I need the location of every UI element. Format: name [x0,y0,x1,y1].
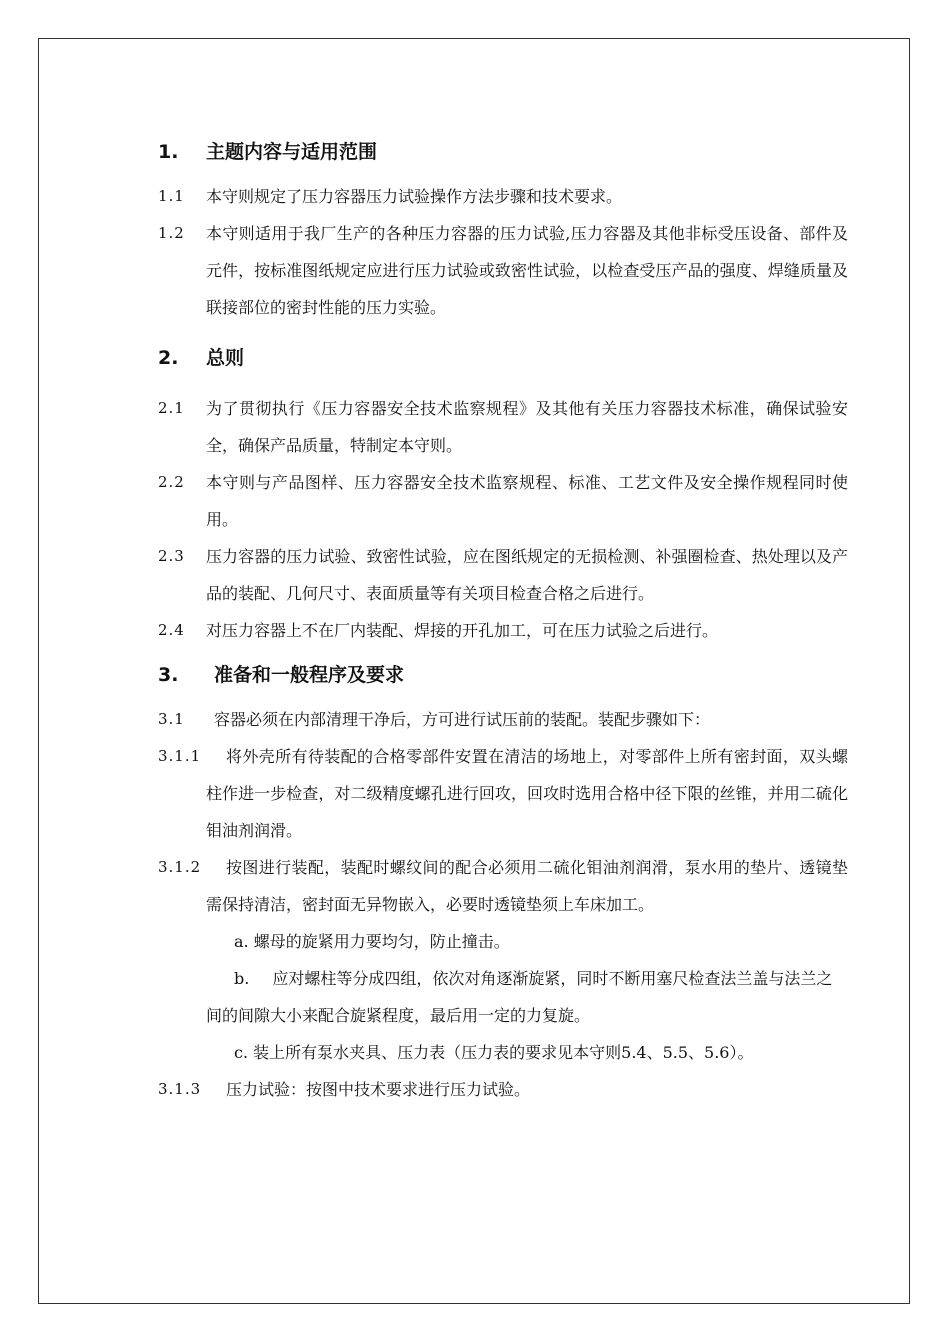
clause-number: 2.3 [158,547,185,565]
clause-text: 将外壳所有待装配的合格零部件安置在清洁的场地上，对零部件上所有密封面，双头螺柱作进一步检查，对二级精度螺孔进行回攻，回攻时选用合格中径下限的丝锥，并用二硫化钼油剂润滑。 [206,747,848,840]
clause-number: 2.1 [158,399,185,417]
clause [158,178,848,215]
clause [158,738,848,849]
sub-item-label: b. [234,969,250,988]
clause [158,1071,848,1108]
section-heading [158,657,848,693]
clause-number: 3.1.3 [158,1080,202,1098]
section-title: 准备和一般程序及要求 [214,664,405,686]
clause-text: 对压力容器上不在厂内装配、焊接的开孔加工，可在压力试验之后进行。 [206,621,719,640]
document-body [158,134,848,1108]
clause-number: 1.2 [158,224,185,242]
clause-text: 压力容器的压力试验、致密性试验，应在图纸规定的无损检测、补强圈检查、热处理以及产品的装配、几何尺寸、表面质量等有关项目检查合格之后进行。 [206,547,848,603]
clause [158,849,848,923]
sub-item-text: 装上所有泵水夹具、压力表（压力表的要求见本守则5.4、5.5、5.6）。 [253,1043,754,1062]
clause-number: 3.1.1 [158,747,202,765]
clause [158,464,848,538]
section-heading [158,134,848,170]
sub-item [158,1034,848,1071]
clause-text: 按图进行装配，装配时螺纹间的配合必须用二硫化钼油剂润滑，泵水用的垫片、透镜垫需保持清洁，密封面无异物嵌入，必要时透镜垫须上车床加工。 [206,858,848,914]
clause-number: 2.4 [158,621,185,639]
clause [158,538,848,612]
clause [158,215,848,326]
section-title: 总则 [206,347,245,369]
sub-item [158,923,848,960]
sub-item-label: c. [234,1043,249,1062]
section-number: 2. [158,347,179,369]
clause-text: 容器必须在内部清理干净后，方可进行试压前的装配。装配步骤如下： [214,710,711,729]
clause-text: 本守则适用于我厂生产的各种压力容器的压力试验,压力容器及其他非标受压设备、部件及元件，按标准图纸规定应进行压力试验或致密性试验，以检查受压产品的强度、焊缝质量及联接部位的密封性能的压力实验。 [206,224,848,317]
clause-number: 2.2 [158,473,185,491]
clause-number: 1.1 [158,187,185,205]
clause-text: 本守则规定了压力容器压力试验操作方法步骤和技术要求。 [206,187,623,206]
clause [158,612,848,649]
clause-text: 本守则与产品图样、压力容器安全技术监察规程、标准、工艺文件及安全操作规程同时使用。 [206,473,848,529]
clause-text: 压力试验：按图中技术要求进行压力试验。 [226,1080,531,1099]
sub-item-label: a. [234,932,249,951]
section-number: 3. [158,664,179,686]
clause-text: 为了贯彻执行《压力容器安全技术监察规程》及其他有关压力容器技术标准，确保试验安全，确保产品质量，特制定本守则。 [206,399,848,455]
section-heading [158,340,848,376]
sub-item [158,960,848,1034]
clause [158,701,848,738]
clause-number: 3.1.2 [158,858,202,876]
sub-item-text: 螺母的旋紧用力要均匀，防止撞击。 [253,932,510,951]
clause-number: 3.1 [158,710,185,728]
section-title: 主题内容与适用范围 [206,141,378,163]
clause [158,390,848,464]
section-number: 1. [158,141,179,163]
sub-item-text: 应对螺柱等分成四组，依次对角逐渐旋紧，同时不断用塞尺检查法兰盖与法兰之间的间隙大小来配合旋紧程度，最后用一定的力复旋。 [206,969,833,1025]
